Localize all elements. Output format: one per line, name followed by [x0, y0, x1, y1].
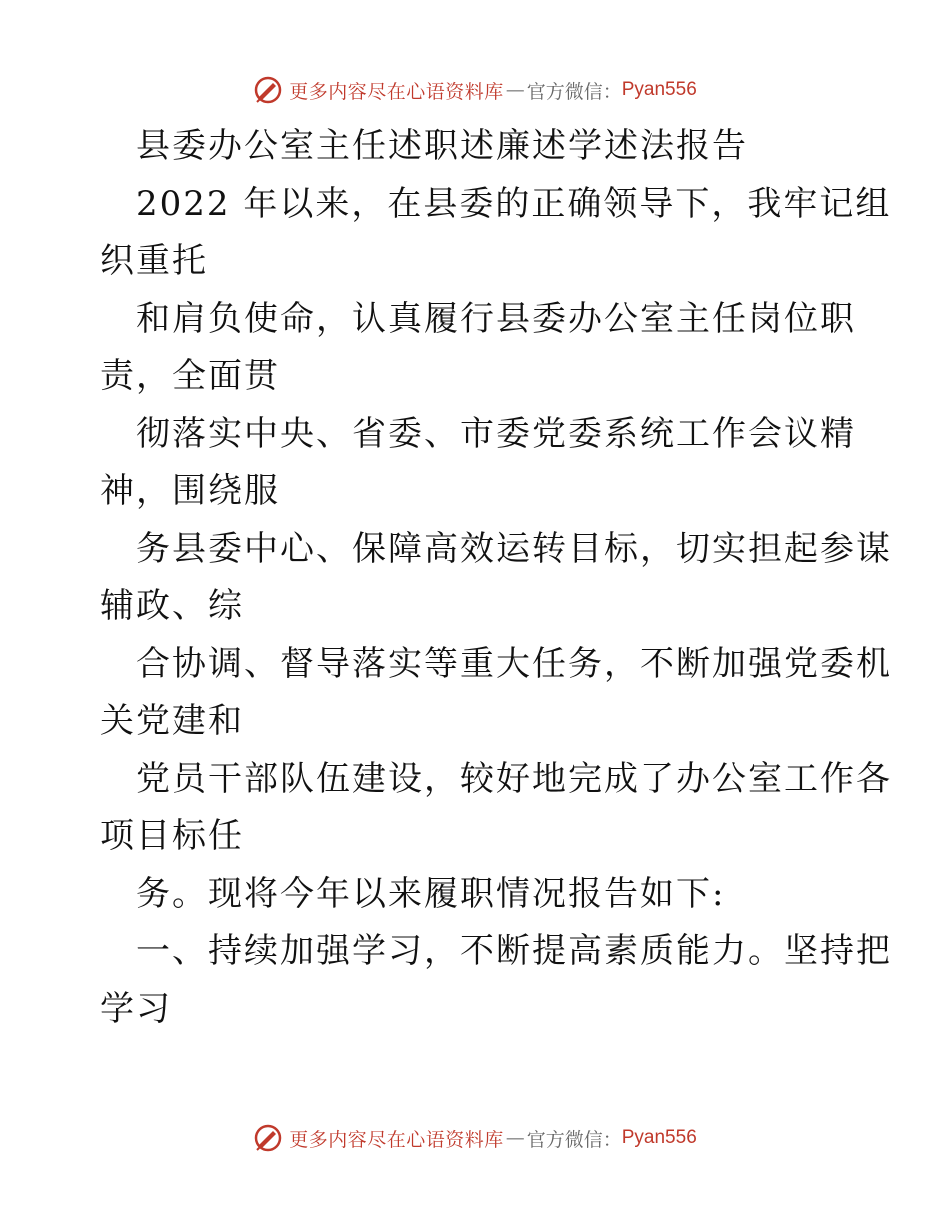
pen-logo-icon	[253, 1123, 283, 1153]
text-line: 务县委中心、保障高效运转目标，切实担起参谋	[136, 528, 892, 569]
text-line: 合协调、督导落实等重大任务，不断加强党委机	[136, 643, 892, 684]
text-line: 2022 年以来，在县委的正确领导下，我牢记组	[136, 183, 892, 224]
watermark-text: 更多内容尽在心语资料库	[289, 80, 504, 103]
watermark-wechat-label: 官方微信：	[526, 1128, 622, 1151]
header-watermark	[0, 70, 950, 110]
document-title: 县委办公室主任述职述廉述学述法报告	[136, 126, 748, 166]
text-line: 一、持续加强学习，不断提高素质能力。坚持把	[136, 931, 892, 971]
watermark-wechat-id: Pyan556	[621, 1127, 697, 1148]
watermark-text: 更多内容尽在心语资料库	[289, 1128, 504, 1151]
watermark-wechat-id: Pyan556	[621, 79, 697, 100]
watermark-separator: —	[505, 1127, 525, 1149]
document-body	[100, 118, 892, 1038]
text-line: 务。现将今年以来履职情况报告如下:	[136, 873, 726, 914]
text-line: 织重托	[100, 241, 208, 281]
text-line: 关党建和	[100, 701, 244, 741]
pen-logo-icon	[253, 75, 283, 105]
text-line: 神，围绕服	[100, 471, 280, 511]
text-line: 项目标任	[100, 816, 244, 856]
text-line: 彻落实中央、省委、市委党委系统工作会议精	[136, 413, 856, 454]
footer-watermark	[0, 1118, 950, 1158]
text-line: 党员干部队伍建设，较好地完成了办公室工作各	[136, 758, 892, 799]
text-line: 学习	[100, 988, 172, 1029]
text-line: 辅政、综	[100, 586, 244, 626]
watermark-wechat-label: 官方微信：	[526, 80, 622, 103]
text-line: 和肩负使命，认真履行县委办公室主任岗位职	[136, 298, 856, 339]
watermark-separator: —	[505, 79, 525, 101]
text-line: 责，全面贯	[100, 356, 280, 396]
